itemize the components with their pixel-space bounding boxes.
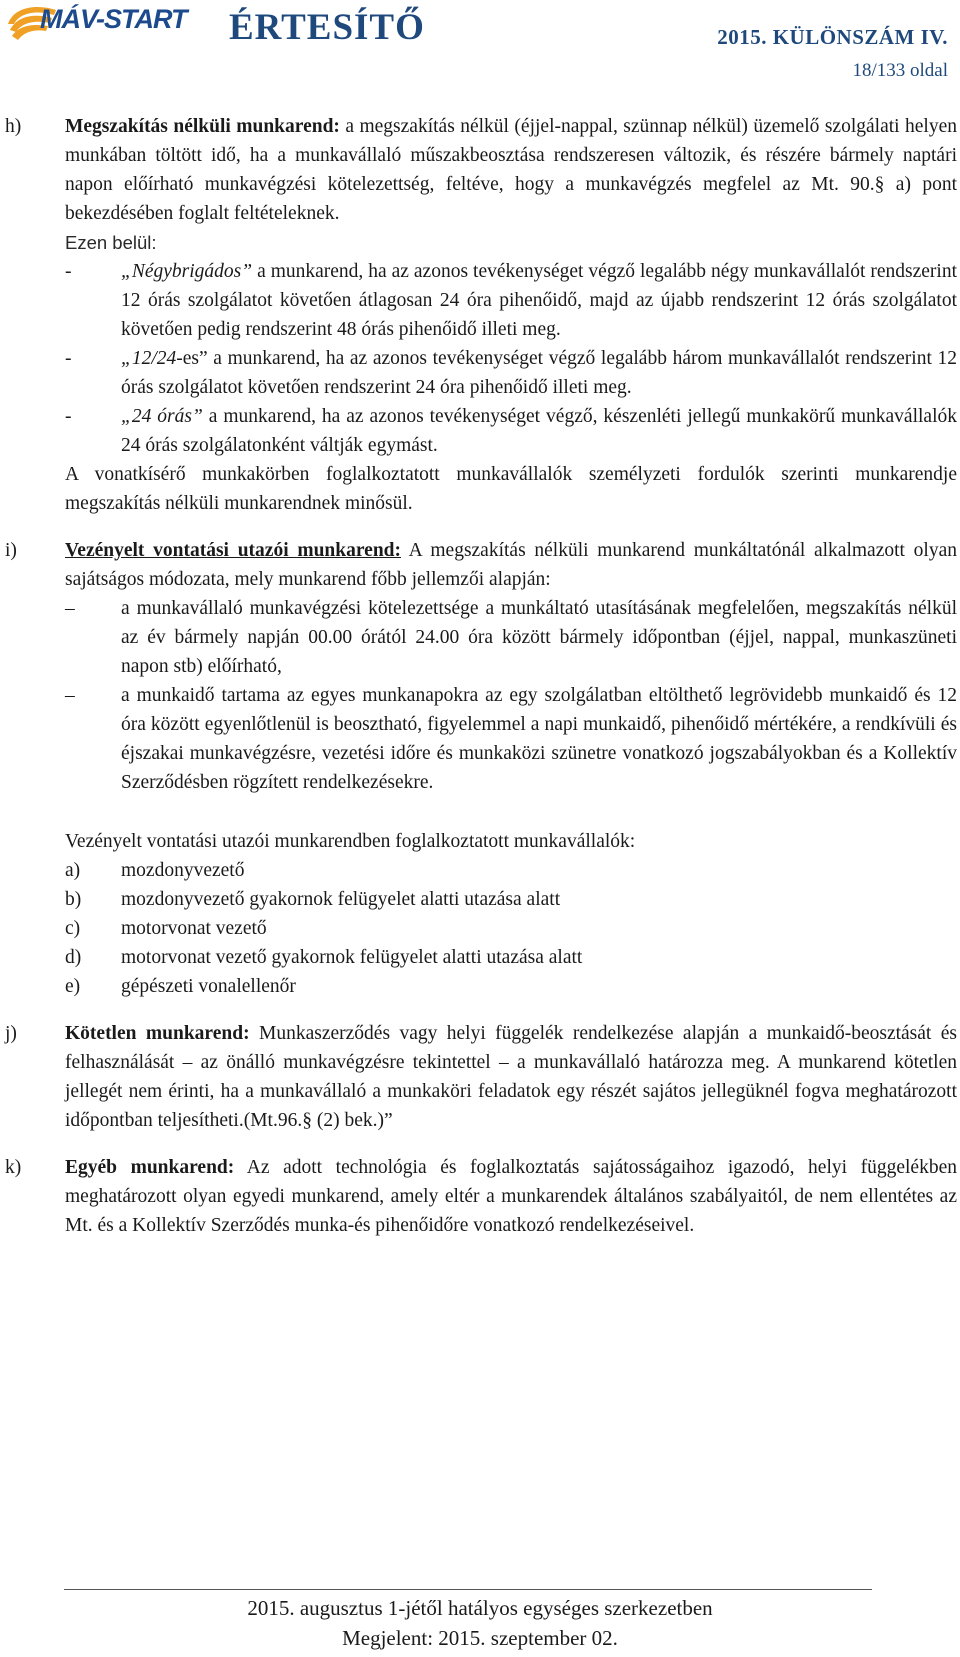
section-h-intro: Ezen belül: [65, 232, 157, 253]
list-item [65, 594, 957, 681]
item-text: a munkarend, ha az azonos tevékenységet végző legalább négy munkavállalót rendszerint 12 órás szolgálatot követően átlagosan 24 óra pihenőidő, majd az újabb rendszerint 12 órás szolgálatot követően pedig rendszerint 48 órás pihenőidő illeti meg. [121, 261, 957, 340]
section-h-closing: A vonatkísérő munkakörben foglalkoztatott munkavállalók személyzeti fordulók szerinti munkarendje megszakítás nélküli munkarendnek minősül. [65, 464, 957, 514]
list-text: motorvonat vezető [121, 918, 267, 939]
section-k [5, 1153, 957, 1240]
list-label: c) [65, 918, 81, 939]
list-text: motorvonat vezető gyakornok felügyelet alatti utazása alatt [121, 947, 583, 968]
item-term-tail: es” [182, 348, 208, 369]
footer-line-2: Megjelent: 2015. szeptember 02. [342, 1626, 618, 1650]
page-header [0, 0, 960, 90]
item-term: „12/24- [121, 348, 183, 369]
section-letter: i) [5, 540, 17, 561]
section-letter: j) [5, 1023, 17, 1044]
list-item [65, 914, 957, 943]
section-j-paragraph [65, 1019, 957, 1135]
section-term: Megszakítás nélküli munkarend: [65, 116, 340, 137]
document-body [0, 112, 960, 1240]
section-letter: h) [5, 116, 22, 137]
list-label: b) [65, 889, 82, 910]
page-number: 18/133 oldal [852, 60, 948, 81]
section-text: a megszakítás nélkül (éjjel-nappal, szünnap nélkül) üzemelő szolgálati helyen munkában töltött idő, ha a munkavállaló műszakbeosztása rendszeresen változik, és részére bármely naptári napon előírható munkavégzési kötelezettség, feltéve, hogy a munkavégzés megfelel az Mt. 90.§ a) pont bekezdésében foglalt feltételeknek. [65, 116, 957, 224]
section-letter: k) [5, 1157, 22, 1178]
section-term: Egyéb munkarend: [65, 1157, 235, 1178]
section-term: Kötetlen munkarend: [65, 1023, 250, 1044]
list-item [65, 402, 957, 460]
issue-label: 2015. KÜLÖNSZÁM IV. [717, 25, 948, 49]
section-i-paragraph [65, 536, 957, 594]
section-text: Az adott technológia és foglalkoztatás sajátosságaihoz igazodó, helyi függelékben meghatározott olyan egyedi munkarend, amely eltér a munkarendek általános szabályaitól, de nem ellentétes az Mt. és a Kollektív Szerződés munka-és pihenőidőre vonatkozó rendelkezéseivel. [65, 1157, 957, 1236]
section-text: A megszakítás nélküli munkarend munkáltatónál alkalmazott olyan sajátságos módozata, mely munkarend főbb jellemzői alapján: [65, 540, 957, 590]
list-text: mozdonyvezető [121, 860, 245, 881]
section-h-paragraph [65, 112, 957, 228]
list-item [65, 681, 957, 797]
item-text: a munkaidő tartama az egyes munkanapokra az egy szolgálatban eltölthető legrövidebb munkaidő és 12 óra között egyenlőtlenül is beosztható, figyelemmel a napi munkaidő, pihenőidő mértékére, a rendkívüli és éjszakai munkavégzésre, vezetési időre és munkaközi szünetre vonatkozó jogszabályokban és a Kollektív Szerződésben rögzített rendelkezésekre. [121, 685, 957, 793]
list-item [65, 885, 957, 914]
list-label: d) [65, 947, 82, 968]
dash-marker: – [65, 598, 75, 619]
section-term: Vezényelt vontatási utazói munkarend: [65, 540, 401, 561]
list-label: e) [65, 976, 81, 997]
section-k-paragraph [65, 1153, 957, 1240]
item-text: a munkarend, ha az azonos tevékenységet végző, készenléti jellegű munkakörű munkavállalók 24 órás szolgálatonként váltják egymást. [121, 406, 957, 456]
dash-marker: - [65, 261, 72, 282]
dash-marker: - [65, 348, 72, 369]
publication-title: ÉRTESÍTŐ [229, 7, 425, 48]
section-i [5, 536, 957, 1001]
list-text: gépészeti vonalellenőr [121, 976, 296, 997]
section-h [5, 112, 957, 518]
list-text: mozdonyvezető gyakornok felügyelet alatti utazása alatt [121, 889, 561, 910]
list-item [65, 257, 957, 344]
list-item [65, 856, 957, 885]
page-footer [0, 1593, 960, 1653]
list-item [65, 344, 957, 402]
item-text: a munkavállaló munkavégzési kötelezettsége a munkáltató utasításának megfelelően, megszakítás nélkül az év bármely napján 00.00 órától 24.00 óra között bármely időpontban (éjjel, nappal, munkaszüneti napon stb) előírható, [121, 598, 957, 677]
dash-marker: – [65, 685, 75, 706]
dash-marker: - [65, 406, 72, 427]
mav-start-logo [4, 2, 222, 48]
footer-line-1: 2015. augusztus 1-jétől hatályos egységes szerkezetben [247, 1596, 713, 1620]
item-term: „24 órás” [121, 406, 203, 427]
section-j [5, 1019, 957, 1135]
list-label: a) [65, 860, 81, 881]
item-text: a munkarend, ha az azonos tevékenységet végző legalább három munkavállalót rendszerint 12 órás szolgálatot követően rendszerint 24 óra pihenőidő illeti meg. [121, 348, 957, 398]
list-item [65, 972, 957, 1001]
section-text: Munkaszerződés vagy helyi függelék rendelkezése alapján a munkaidő-beosztását és felhasználását – az önálló munkavégzésre tekintettel – a munkavállaló határozza meg. A munkarend kötetlen jellegét nem érinti, ha a munkavállaló a munkaköri feladatok egy részét sajátos jellegüknél fogva meghatározott időpontban teljesítheti.(Mt.96.§ (2) bek.)” [65, 1023, 957, 1131]
section-i-list-intro: Vezényelt vontatási utazói munkarendben foglalkoztatott munkavállalók: [65, 831, 636, 852]
footer-divider [64, 1589, 872, 1590]
list-item [65, 943, 957, 972]
item-term: „Négybrigádos” [121, 261, 253, 282]
logo-text: MÁV-START [40, 4, 187, 34]
